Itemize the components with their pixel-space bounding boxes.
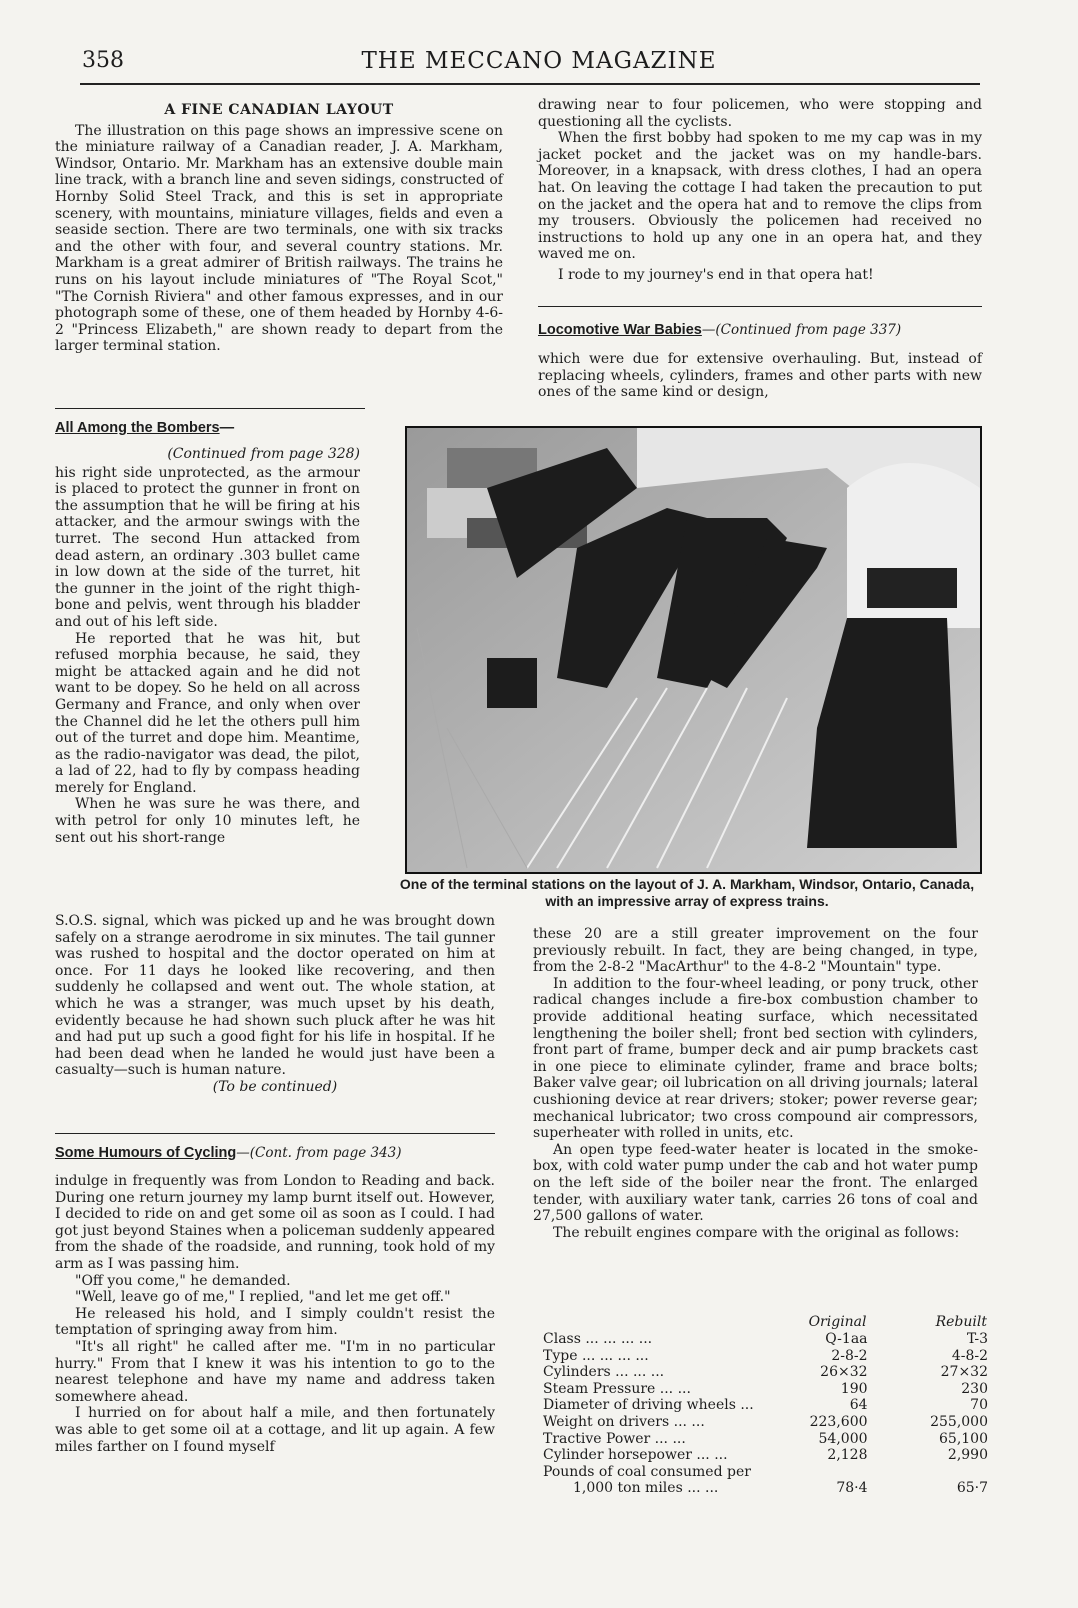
- table-cell-rebuilt: 65·7: [956, 1480, 988, 1497]
- loco-p5: The rebuilt engines compare with the original as follows:: [553, 1224, 960, 1241]
- bombers-p1: his right side unprotected, as the armour is placed to protect the gunner in front on the assumption that he will be firing at his attacker, and the armour swings with the turret. The second Hun attacked from dead astern, an ordinary .303 bullet came in low down at the side of the turret, hit the gunner in the joint of the right thigh-bone and pelvis, went through his bladder and out of his left side.: [55, 464, 360, 630]
- canadian-layout-body: The illustration on this page shows an impressive scene on the miniature railway of a Canadian reader, J. A. Markham, Windsor, Ontario. Mr. Markham has an extensive double main line track, with a branch line and seven sidings, constructed of Hornby Solid Steel Track, and this is set in appropriate scenery, with mountains, miniature villages, fields and even a seaside section. There are two terminals, one with six tracks and the other with four, and several country stations. Mr. Markham is a great admirer of British railways. The trains he runs on his layout include miniatures of "The Royal Scot," "The Cornish Riviera" and other famous expresses, and in our photograph some of these, one of them headed by Hornby 4-6-2 "Princess Elizabeth," are shown ready to depart from the larger terminal station.: [55, 122, 503, 355]
- bombers-dash: —: [219, 420, 235, 436]
- cycling-heading: [55, 1145, 495, 1161]
- table-header-row: [543, 1313, 988, 1331]
- table-cell-label: Cylinders ... ... ...: [543, 1364, 665, 1381]
- comparison-table-wrap: [543, 1313, 988, 1497]
- cycling-ending-p1: drawing near to four policemen, who were stopping and questioning all the cyclists.: [538, 97, 982, 130]
- table-cell-original: 54,000: [818, 1430, 868, 1447]
- layout-photo: [405, 426, 982, 874]
- cycling-cont: —(Cont. from page 343): [236, 1145, 402, 1161]
- bombers-title: All Among the Bombers: [55, 420, 220, 436]
- bombers-p2: He reported that he was hit, but refused morphia because, he said, they might be attacked again and he did not want to be dopey. So he held on all across Germany and France, and only when over the Channel did he let the others pull him out of the turret and dope him. Meantime, as the radio-navigator was dead, the pilot, a lad of 22, had to fly by compass heading merely for England.: [55, 630, 360, 796]
- table-cell-rebuilt: 2,990: [947, 1447, 988, 1464]
- table-cell-label: Weight on drivers ... ...: [543, 1413, 705, 1430]
- table-cell-original: 78·4: [836, 1480, 868, 1497]
- table-cell-original: 223,600: [809, 1413, 868, 1430]
- table-row: [543, 1364, 988, 1381]
- cycling-p3: "Well, leave go of me," I replied, "and let me get off.": [75, 1289, 451, 1306]
- table-cell-original: 190: [840, 1380, 868, 1397]
- bombers-narrow-col: [55, 446, 360, 846]
- bombers-cont: (Continued from page 328): [167, 446, 360, 462]
- cycling-ending-p3: I rode to my journey's end in that opera hat!: [558, 266, 874, 283]
- section-rule: [55, 1133, 495, 1134]
- table-cell-label: Type ... ... ... ...: [543, 1347, 649, 1364]
- table-cell-rebuilt: 70: [970, 1397, 988, 1414]
- table-cell-rebuilt: [868, 1464, 988, 1481]
- cycling-ending: [538, 97, 982, 284]
- loco-cont: —(Continued from page 337): [701, 322, 902, 338]
- bombers-p3b: S.O.S. signal, which was picked up and he was brought down safely on a strange aerodrome in six minutes. The tail gunner was rushed to hospital and the doctor operated on him at once. For 11 days he looked like recovering, and then suddenly he collapsed and went out. The whole station, at which he was a stranger, was much upset by his death, evidently because he had shown such pluck after he was hit and had put up such a good fight for his life in hospital. If he had been dead when he landed he would just have been a casualty—such is human nature.: [55, 913, 495, 1079]
- table-row: [543, 1464, 988, 1481]
- cycling-title: Some Humours of Cycling: [55, 1145, 237, 1161]
- table-header-rebuilt: Rebuilt: [935, 1314, 987, 1330]
- bombers-wide-col: [55, 913, 495, 1096]
- loco-p3: In addition to the four-wheel leading, or pony truck, other radical changes include a fire-box combustion chamber to provide additional heating surface, which necessitated lengthening the boiler shell; front bed section with cylinders, front part of frame, bumper deck and air pump brackets cast in one piece to eliminate cylinder, frame and brace bolts; Baker valve gear; oil lubrication on all driving journals; lateral cushioning device at rear drivers; stoker; power reverse gear; mechanical lubricator; two cross compound air compressors, superheater with rolled in units, etc.: [533, 975, 978, 1142]
- loco-p1: which were due for extensive overhauling. But, instead of replacing wheels, cylinders, frames and other parts with new ones of the same kind or design,: [538, 351, 982, 401]
- canadian-layout-article: [55, 102, 503, 355]
- bombers-p3a: When he was sure he was there, and with petrol for only 10 minutes left, he sent out his short-range: [55, 796, 360, 846]
- loco-p2: these 20 are a still greater improvement on the four previously rebuilt. In fact, they are being changed, in type, from the 2-8-2 "MacArthur" to the 4-8-2 "Mountain" type.: [533, 926, 978, 976]
- table-cell-rebuilt: 230: [961, 1380, 988, 1397]
- header-rule: [80, 83, 980, 85]
- magazine-title: THE MECCANO MAGAZINE: [361, 48, 717, 74]
- loco-heading: [538, 322, 982, 338]
- table-cell-original: Q-1aa: [825, 1331, 868, 1347]
- comparison-table: [543, 1313, 988, 1497]
- table-cell-rebuilt: T-3: [966, 1331, 988, 1347]
- table-cell-label: Class ... ... ... ...: [543, 1331, 653, 1347]
- loco-title: Locomotive War Babies: [538, 322, 702, 338]
- cycling-p1: indulge in frequently was from London to Reading and back. During one return journey my lamp burnt itself out. However, I decided to ride on and get some oil as soon as I could. I had got just beyond Staines when a policeman suddenly appeared from the shade of the roadside, and running, took hold of my arm as I was passing him.: [55, 1173, 495, 1272]
- table-row: [543, 1480, 988, 1497]
- table-cell-label: Tractive Power ... ...: [543, 1430, 686, 1447]
- table-header-label: [543, 1313, 771, 1331]
- table-cell-original: 64: [849, 1397, 868, 1414]
- table-row: [543, 1331, 988, 1348]
- table-cell-original: 2,128: [827, 1447, 868, 1464]
- loco-p4: An open type feed-water heater is located in the smoke-box, with cold water pump under the cab and hot water pump on the left side of the boiler near the front. The enlarged tender, with auxiliary water tank, carries 26 tons of coal and 27,500 gallons of water.: [533, 1141, 978, 1225]
- table-row: [543, 1348, 988, 1365]
- table-cell-rebuilt: 27×32: [940, 1364, 988, 1381]
- cycling-p6: I hurried on for about half a mile, and then fortunately was able to get some oil at a cottage, and lit up again. A few miles farther on I found myself: [55, 1405, 495, 1455]
- loco-body: [533, 926, 978, 1241]
- page-number: 358: [82, 48, 124, 73]
- table-cell-label: Steam Pressure ... ...: [543, 1380, 691, 1397]
- loco-p1-block: [538, 351, 982, 401]
- cycling-p2: "Off you come," he demanded.: [75, 1272, 291, 1289]
- cycling-p5: "It's all right" he called after me. "I'm in no particular hurry." From that I knew it was his intention to go to the nearest telephone and have my name and address taken somewhere ahead.: [55, 1338, 495, 1405]
- table-cell-rebuilt: 65,100: [939, 1430, 988, 1447]
- cycling-p4: He released his hold, and I simply couldn't resist the temptation of springing away from him.: [55, 1305, 495, 1339]
- table-cell-label: Cylinder horsepower ... ...: [543, 1447, 728, 1464]
- table-cell-rebuilt: 255,000: [930, 1413, 988, 1430]
- canadian-layout-title: A FINE CANADIAN LAYOUT: [164, 102, 394, 118]
- table-row: [543, 1414, 988, 1431]
- table-cell-original: [771, 1464, 867, 1481]
- table-cell-label: 1,000 ton miles ... ...: [573, 1480, 719, 1497]
- cycling-body: [55, 1173, 495, 1455]
- to-be-continued: (To be continued): [212, 1078, 338, 1095]
- table-cell-rebuilt: 4-8-2: [951, 1347, 988, 1364]
- table-header-original: Original: [808, 1314, 867, 1330]
- bombers-heading: [55, 420, 375, 436]
- table-cell-original: 2-8-2: [831, 1347, 868, 1364]
- table-row: [543, 1431, 988, 1448]
- table-cell-label: Pounds of coal consumed per: [543, 1463, 751, 1480]
- table-row: [543, 1381, 988, 1398]
- terminal-station-photo: [407, 428, 980, 872]
- table-cell-original: 26×32: [820, 1364, 868, 1381]
- section-rule: [538, 306, 982, 307]
- section-rule: [55, 408, 365, 409]
- table-row: [543, 1447, 988, 1464]
- photo-caption: One of the terminal stations on the layout of J. A. Markham, Windsor, Ontario, Canada, with an impressive array of express trains.: [399, 876, 975, 909]
- cycling-ending-p2: When the first bobby had spoken to me my cap was in my jacket pocket and the jacket was on my handle-bars. Moreover, in a knapsack, with dress clothes, I had an opera hat. On leaving the cottage I had taken the precaution to put on the jacket and the opera hat and to remove the clips from my trousers. Obviously the policemen had received no instructions to hold up any one in an opera hat, and they waved me on.: [538, 130, 982, 263]
- table-cell-label: Diameter of driving wheels ...: [543, 1397, 754, 1414]
- table-row: [543, 1397, 988, 1414]
